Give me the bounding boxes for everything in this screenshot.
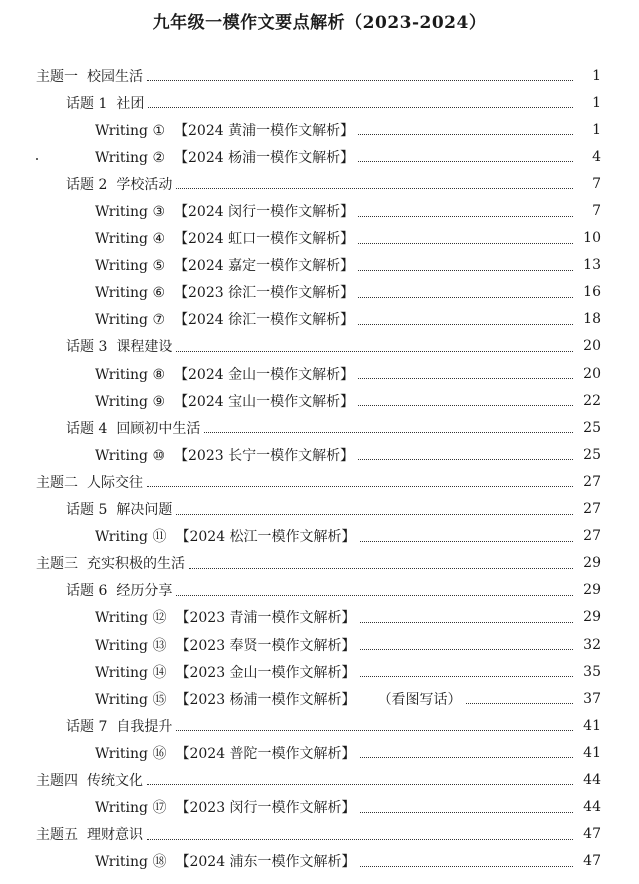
toc-page-number: 44	[583, 771, 601, 788]
dot-leader	[466, 703, 573, 704]
toc-entry-label: Writing ⑯	[95, 745, 167, 762]
toc-entry-title: 充实积极的生活	[87, 556, 185, 573]
dot-leader	[360, 622, 573, 623]
toc-entry-title: 【2024 宝山一模作文解析】	[174, 393, 355, 410]
toc-entry-title: 【2023 徐汇一模作文解析】	[174, 285, 355, 302]
toc-topic-row[interactable]	[0, 333, 639, 360]
table-of-contents	[0, 62, 639, 875]
toc-theme-row[interactable]	[0, 550, 639, 577]
toc-entry-label: Writing ③	[95, 204, 166, 221]
toc-entry-heading	[95, 309, 354, 329]
toc-entry-label: Writing ⑦	[95, 312, 166, 329]
toc-page-number: 16	[583, 284, 601, 301]
toc-entry-heading	[36, 770, 143, 790]
toc-entry-label: 话题 2	[66, 176, 108, 193]
dot-leader	[176, 514, 573, 515]
toc-entry-heading	[95, 743, 356, 763]
toc-entry-heading	[36, 66, 143, 86]
toc-entry-title: 【2023 青浦一模作文解析】	[175, 610, 356, 627]
toc-entry-row[interactable]	[0, 225, 639, 252]
dot-leader	[360, 757, 573, 758]
toc-entry-heading	[66, 499, 172, 519]
dot-leader	[176, 188, 573, 189]
toc-page-number: 1	[592, 121, 601, 138]
page-title: 九年级一模作文要点解析（2023-2024）	[152, 13, 487, 33]
dot-leader	[204, 432, 573, 433]
toc-page-number: 37	[583, 690, 601, 707]
toc-entry-row[interactable]	[0, 116, 639, 143]
toc-entry-row[interactable]	[0, 143, 639, 170]
toc-entry-row[interactable]	[0, 197, 639, 224]
toc-entry-title: 【2024 虹口一模作文解析】	[174, 231, 355, 248]
dot-leader	[147, 80, 573, 81]
toc-topic-row[interactable]	[0, 414, 639, 441]
toc-theme-row[interactable]	[0, 821, 639, 848]
toc-topic-row[interactable]	[0, 89, 639, 116]
toc-page-number: 1	[592, 94, 601, 111]
toc-entry-label: Writing ②	[95, 149, 166, 166]
dot-leader	[358, 216, 573, 217]
toc-entry-label: 话题 3	[66, 339, 108, 356]
toc-entry-row[interactable]	[0, 441, 639, 468]
toc-entry-heading	[95, 851, 356, 871]
toc-entry-note: （看图写话）	[377, 691, 462, 708]
toc-page-number: 25	[583, 446, 601, 463]
toc-entry-label: Writing ①	[95, 122, 166, 139]
dot-leader	[358, 459, 573, 460]
toc-entry-heading	[95, 526, 356, 546]
dot-leader	[358, 297, 573, 298]
toc-entry-title: 【2024 普陀一模作文解析】	[175, 745, 356, 762]
dot-leader	[358, 405, 573, 406]
toc-entry-label: 话题 4	[66, 420, 108, 437]
toc-entry-label: Writing ⑪	[95, 529, 167, 546]
toc-page-number: 20	[583, 338, 601, 355]
toc-entry-label: Writing ④	[95, 231, 166, 248]
toc-entry-label: Writing ⑬	[95, 637, 167, 654]
toc-entry-heading	[95, 201, 354, 221]
toc-entry-row[interactable]	[0, 306, 639, 333]
toc-page-number: 27	[583, 528, 601, 545]
toc-page-number: 7	[592, 175, 601, 192]
toc-entry-heading	[66, 336, 172, 356]
toc-entry-title: 【2023 奉贤一模作文解析】	[175, 637, 356, 654]
toc-entry-row[interactable]	[0, 279, 639, 306]
toc-entry-title: 【2024 浦东一模作文解析】	[175, 854, 356, 871]
toc-entry-title: 【2023 金山一模作文解析】	[175, 664, 356, 681]
toc-entry-label: Writing ⑰	[95, 800, 167, 817]
toc-entry-label: 主题二	[36, 474, 78, 491]
toc-entry-heading	[36, 472, 143, 492]
toc-entry-title: 经历分享	[116, 583, 173, 600]
toc-entry-row[interactable]	[0, 631, 639, 658]
toc-page-number: 10	[583, 230, 601, 247]
toc-entry-row[interactable]	[0, 360, 639, 387]
toc-theme-row[interactable]	[0, 62, 639, 89]
toc-page-number: 27	[583, 473, 601, 490]
toc-page-number: 32	[583, 636, 601, 653]
toc-entry-title: 【2024 杨浦一模作文解析】	[174, 149, 355, 166]
toc-entry-row[interactable]	[0, 848, 639, 875]
toc-page-number: 47	[583, 853, 601, 870]
toc-entry-title: 【2023 杨浦一模作文解析】	[175, 691, 356, 708]
toc-entry-title: 人际交往	[87, 474, 143, 491]
toc-entry-label: Writing ⑱	[95, 854, 167, 871]
toc-entry-title: 解决问题	[116, 502, 173, 519]
toc-theme-row[interactable]	[0, 468, 639, 495]
toc-entry-label: Writing ⑤	[95, 258, 166, 275]
toc-entry-label: 主题四	[36, 772, 78, 789]
toc-entry-heading	[95, 364, 354, 384]
toc-page-number: 1	[592, 67, 601, 84]
toc-entry-title: 社团	[116, 95, 145, 112]
toc-entry-label: 主题五	[36, 827, 78, 844]
toc-page-number: 13	[583, 257, 601, 274]
toc-entry-heading	[66, 716, 172, 736]
toc-entry-row[interactable]	[0, 685, 639, 712]
toc-entry-heading	[95, 797, 356, 817]
toc-entry-label: Writing ⑮	[95, 691, 167, 708]
dot-leader	[147, 486, 573, 487]
toc-entry-label: 主题三	[36, 556, 78, 573]
dot-leader	[147, 839, 573, 840]
dot-leader	[358, 243, 573, 244]
toc-page-number: 29	[583, 555, 601, 572]
toc-entry-title: 学校活动	[116, 176, 173, 193]
dot-leader	[189, 568, 573, 569]
toc-entry-title: 【2024 闵行一模作文解析】	[174, 204, 355, 221]
toc-entry-row[interactable]	[0, 252, 639, 279]
dot-leader	[358, 324, 573, 325]
toc-entry-title: 【2024 徐汇一模作文解析】	[174, 312, 355, 329]
toc-page-number: 20	[583, 365, 601, 382]
toc-entry-label: Writing ⑩	[95, 447, 166, 464]
toc-page-number: 44	[583, 799, 601, 816]
toc-page-number: 27	[583, 501, 601, 518]
toc-topic-row[interactable]	[0, 496, 639, 523]
toc-entry-row[interactable]	[0, 604, 639, 631]
dot-leader	[176, 595, 573, 596]
toc-entry-heading	[95, 607, 356, 627]
toc-entry-row[interactable]	[0, 739, 639, 766]
toc-page-number: 4	[592, 148, 601, 165]
toc-entry-label: Writing ⑫	[95, 610, 167, 627]
toc-entry-heading	[95, 228, 354, 248]
toc-entry-heading	[95, 120, 354, 140]
dot-leader	[176, 351, 573, 352]
dot-leader	[360, 649, 573, 650]
toc-topic-row[interactable]	[0, 712, 639, 739]
toc-entry-label: 话题 6	[66, 583, 108, 600]
toc-page-number: 29	[583, 582, 601, 599]
toc-topic-row[interactable]	[0, 170, 639, 197]
toc-page-number: 47	[583, 826, 601, 843]
toc-entry-heading	[95, 282, 354, 302]
toc-entry-heading	[95, 147, 354, 167]
dot-leader	[360, 812, 573, 813]
toc-page-number: 35	[583, 663, 601, 680]
toc-entry-title: 【2024 嘉定一模作文解析】	[174, 258, 355, 275]
toc-entry-label: Writing ⑥	[95, 285, 166, 302]
toc-entry-label: Writing ⑧	[95, 366, 166, 383]
toc-page-number: 41	[583, 717, 601, 734]
toc-entry-title: 课程建设	[116, 339, 173, 356]
dot-leader	[358, 378, 573, 379]
toc-entry-title: 理财意识	[87, 827, 143, 844]
toc-entry-heading	[95, 255, 354, 275]
toc-entry-label: 话题 5	[66, 502, 108, 519]
toc-entry-label: Writing ⑨	[95, 393, 166, 410]
toc-page-number: 41	[583, 744, 601, 761]
toc-entry-row[interactable]	[0, 794, 639, 821]
toc-page-number: 22	[583, 392, 601, 409]
toc-entry-title: 【2023 长宁一模作文解析】	[174, 447, 355, 464]
toc-page-number: 18	[583, 311, 601, 328]
toc-entry-title: 自我提升	[116, 718, 173, 735]
toc-entry-title: 【2024 松江一模作文解析】	[175, 529, 356, 546]
toc-entry-heading	[95, 391, 354, 411]
toc-entry-heading	[66, 174, 172, 194]
toc-theme-row[interactable]	[0, 766, 639, 793]
toc-entry-label: Writing ⑭	[95, 664, 167, 681]
dot-leader	[360, 541, 573, 542]
dot-leader	[358, 161, 573, 162]
toc-entry-label: 主题一	[36, 68, 78, 85]
toc-entry-row[interactable]	[0, 658, 639, 685]
toc-page-number: 7	[592, 203, 601, 220]
dot-leader	[147, 784, 573, 785]
toc-entry-row[interactable]	[0, 387, 639, 414]
toc-entry-title: 回顾初中生活	[116, 420, 201, 437]
toc-entry-label: 话题 7	[66, 718, 108, 735]
dot-leader	[358, 134, 573, 135]
toc-entry-heading	[36, 553, 185, 573]
toc-entry-heading	[36, 824, 143, 844]
dot-leader	[148, 107, 573, 108]
dot-leader	[176, 730, 573, 731]
dot-leader	[360, 676, 573, 677]
toc-page-number: 25	[583, 419, 601, 436]
toc-entry-heading	[95, 689, 356, 709]
toc-entry-heading	[66, 93, 144, 113]
toc-entry-heading	[66, 418, 200, 438]
toc-entry-title: 【2024 黄浦一模作文解析】	[174, 122, 355, 139]
toc-entry-title: 传统文化	[87, 772, 143, 789]
toc-topic-row[interactable]	[0, 577, 639, 604]
toc-entry-row[interactable]	[0, 523, 639, 550]
toc-entry-heading	[95, 635, 356, 655]
dot-leader	[358, 270, 573, 271]
toc-entry-label: 话题 1	[66, 95, 108, 112]
toc-entry-title: 【2024 金山一模作文解析】	[174, 366, 355, 383]
toc-entry-heading	[95, 445, 354, 465]
toc-entry-title: 校园生活	[87, 68, 143, 85]
dot-leader	[360, 866, 573, 867]
toc-entry-title: 【2023 闵行一模作文解析】	[175, 800, 356, 817]
toc-entry-heading	[66, 580, 172, 600]
toc-page-number: 29	[583, 609, 601, 626]
toc-entry-heading	[95, 662, 356, 682]
